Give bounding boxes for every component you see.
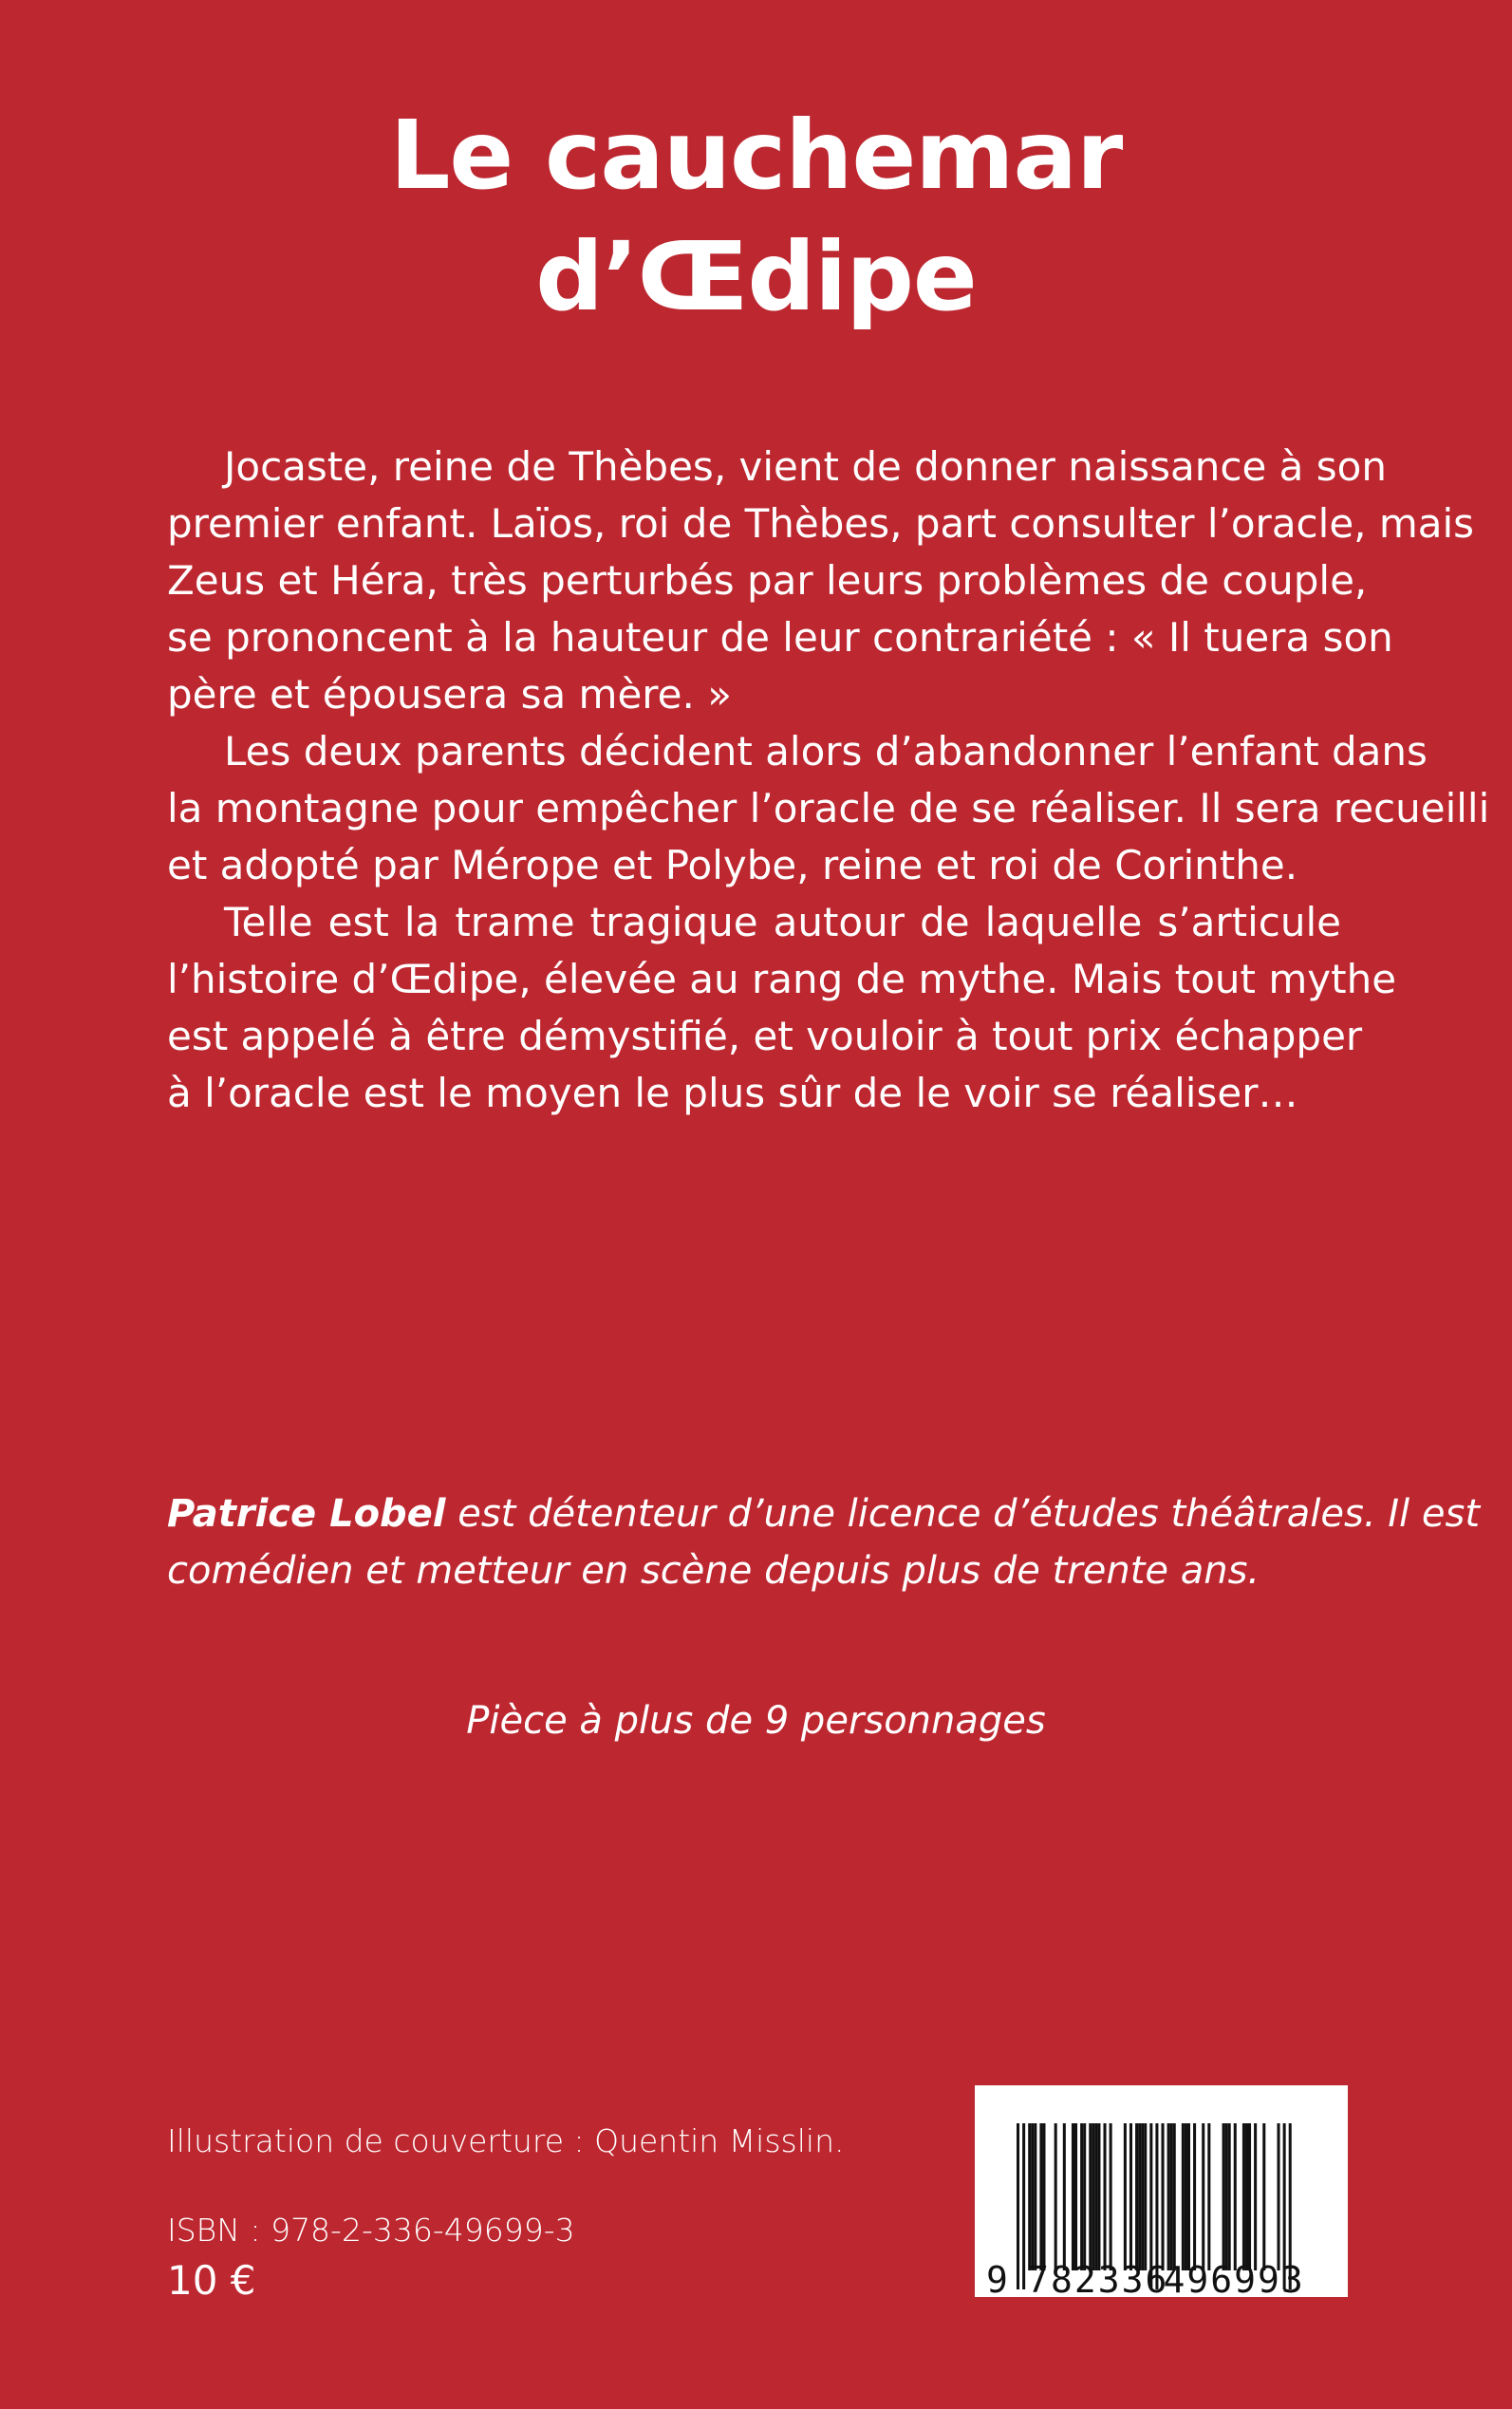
barcode-bar <box>1129 2123 1132 2270</box>
barcode-bar <box>1248 2123 1251 2270</box>
barcode-bar <box>1022 2123 1025 2289</box>
barcode-bar <box>1017 2123 1019 2289</box>
bio-line-1: est détenteur d’une licence d’études théâtrales. Il est <box>445 1492 1481 1536</box>
price: 10 € <box>167 2257 256 2304</box>
barcode-bar <box>1207 2123 1210 2270</box>
barcode-bar <box>1185 2123 1187 2270</box>
bio-line-2: comédien et metteur en scène depuis plus de trente ans. <box>167 1549 1260 1593</box>
barcode-bar <box>1141 2123 1144 2270</box>
author-name: Patrice Lobel <box>167 1492 446 1536</box>
summary-line: Zeus et Héra, très perturbés par leurs problèmes de couple, <box>167 557 1368 604</box>
barcode-graphic <box>975 2085 1348 2297</box>
author-bio <box>167 1485 1481 1599</box>
barcode-digits: 9 <box>986 2259 1010 2297</box>
barcode-bar <box>1187 2123 1190 2270</box>
summary-line: à l’oracle est le moyen le plus sûr de le voir se réaliser… <box>167 1070 1298 1116</box>
summary-line: la montagne pour empêcher l’oracle de se réaliser. Il sera recueilli <box>167 785 1490 831</box>
cast-note: Pièce à plus de 9 personnages <box>466 1699 1046 1743</box>
barcode-digits: 782336 <box>1027 2259 1169 2297</box>
barcode-bar <box>1031 2123 1034 2270</box>
barcode-bar <box>1080 2123 1083 2270</box>
barcode-digits: 496993 <box>1163 2259 1305 2297</box>
illustration-credit: Illustration de couverture : Quentin Misslin. <box>167 2122 845 2159</box>
barcode-bar <box>1254 2123 1257 2270</box>
barcode-bar <box>1223 2123 1225 2270</box>
barcode-bar <box>1028 2123 1031 2270</box>
summary-line: et adopté par Mérope et Polybe, reine et roi de Corinthe. <box>167 842 1298 888</box>
barcode-bar <box>1170 2123 1173 2270</box>
summary-line: premier enfant. Laïos, roi de Thèbes, part consulter l’oracle, mais <box>167 500 1475 547</box>
barcode-bar <box>1182 2123 1185 2270</box>
barcode-bar <box>1228 2123 1231 2270</box>
summary-line: Telle est la trame tragique autour de laquelle s’articule <box>224 899 1341 945</box>
summary-line: père et épousera sa mère. » <box>167 671 732 718</box>
barcode-bar <box>1074 2123 1077 2270</box>
barcode-bar <box>1092 2123 1094 2270</box>
barcode-bar <box>1135 2123 1138 2270</box>
barcode-bar <box>1167 2123 1170 2270</box>
summary-line: se prononcent à la hauteur de leur contrariété : « Il tuera son <box>167 614 1393 661</box>
isbn-text: ISBN : 978-2-336-49699-3 <box>167 2212 575 2249</box>
barcode-bar <box>1072 2123 1074 2270</box>
barcode-bar <box>1055 2123 1057 2270</box>
title-line-2: d’Œdipe <box>535 221 977 332</box>
summary-line: l’histoire d’Œdipe, élevée au rang de mythe. Mais tout mythe <box>167 956 1397 1002</box>
barcode-bar <box>1225 2123 1228 2270</box>
barcode-bar <box>1094 2123 1097 2270</box>
summary-line: est appelé à être démystifié, et vouloir à tout prix échapper <box>167 1013 1363 1059</box>
barcode-bar <box>1083 2123 1086 2270</box>
barcode-bar <box>1110 2123 1112 2270</box>
barcode-bar <box>1144 2123 1147 2270</box>
barcode-bar <box>1278 2123 1280 2270</box>
title-line-1: Le cauchemar <box>389 100 1123 211</box>
barcode-bar <box>1245 2123 1248 2270</box>
summary-line: Jocaste, reine de Thèbes, vient de donner naissance à son <box>224 443 1387 490</box>
barcode-bar <box>1089 2123 1092 2270</box>
barcode-bar <box>1262 2123 1265 2270</box>
barcode-bar <box>1063 2123 1066 2270</box>
summary-line: Les deux parents décident alors d’abandonner l’enfant dans <box>224 728 1428 775</box>
barcode-bar <box>1104 2123 1107 2270</box>
barcode-bar <box>1202 2123 1204 2270</box>
barcode-bar <box>1042 2123 1045 2270</box>
book-title <box>0 95 1512 338</box>
barcode-bar <box>1124 2123 1127 2270</box>
summary-text <box>167 439 1490 1122</box>
barcode-bar <box>1162 2123 1165 2270</box>
barcode-bar <box>1193 2123 1196 2270</box>
isbn-barcode <box>975 2085 1348 2297</box>
barcode-bar <box>1234 2123 1237 2270</box>
barcode-bar <box>1173 2123 1176 2270</box>
barcode-bar <box>1039 2123 1042 2270</box>
barcode-bar <box>1242 2123 1245 2270</box>
barcode-bar <box>1138 2123 1141 2270</box>
barcode-bar <box>1034 2123 1036 2270</box>
barcode-bar <box>1097 2123 1100 2270</box>
